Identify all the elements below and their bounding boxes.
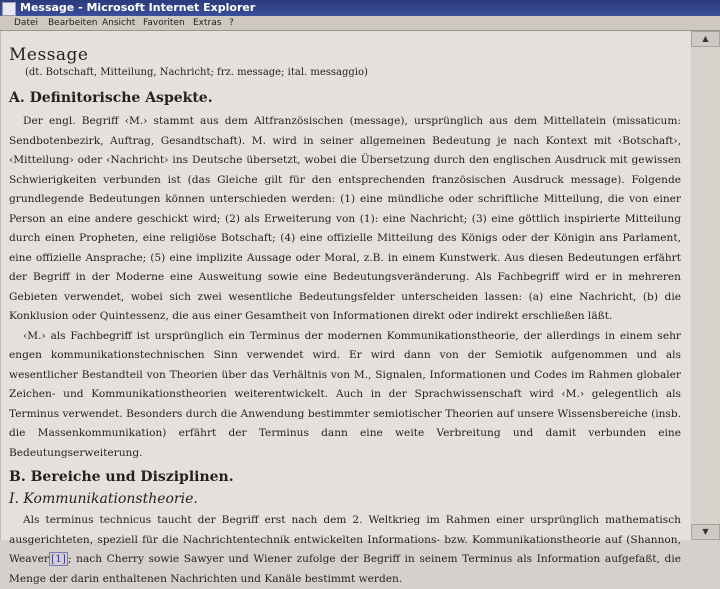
page-subtitle: (dt. Botschaft, Mitteilung, Nachricht; frz. message; ital. messaggio) xyxy=(25,67,368,78)
scroll-down-icon[interactable]: ▼ xyxy=(691,524,720,540)
scroll-up-icon[interactable]: ▲ xyxy=(691,31,720,47)
section-heading-a: A. Definitorische Aspekte. xyxy=(9,90,213,106)
menu-bearbeiten[interactable]: Bearbeiten xyxy=(48,18,98,28)
paragraph-3 xyxy=(9,511,681,589)
paragraph-1: Der engl. Begriff ‹M.› stammt aus dem Altfranzösischen (message), ursprünglich aus dem Mittellatein (missaticum: Sendbotenbezirk, Auftrag, Gesandtschaft). M. wird in seiner allgemeinen Bedeutung je nach Kontext mit ‹Botschaft›, ‹Mitteilung› oder ‹Nachricht› ins Deutsche übersetzt, wobei die Übersetzung durch den englischen Ausdruck mit gewissen Schwierigkeiten verbunden ist (das Gleiche gilt für den entsprechenden französischen Ausdruck message). Folgende grundlegende Bedeutungen können unterschieden werden: (1) eine mündliche oder schriftliche Mitteilung, die von einer Person an eine andere geschickt wird; (2) als Erweiterung von (1): eine Nachricht; (3) eine göttlich inspirierte Mitteilung durch einen Propheten, eine religiöse Botschaft; (4) eine offizielle Mitteilung des Königs oder der Königin ans Parlament, eine offizielle Ansprache; (5) eine implizite Aussage oder Moral, z.B. in einem Kunstwerk. Aus diesen Bedeutungen erfährt der Begriff in der Moderne eine Ausweitung sowie eine Bedeutungsveränderung. Als Fachbegriff wird er in mehreren Gebieten verwendet, wobei sich zwei wesentliche Bedeutungsfelder unterscheiden lassen: (a) eine Nachricht, (b) die Konklusion oder Quintessenz, die aus einer Gesamtheit von Informationen direkt oder indirekt erschließen läßt. xyxy=(9,115,681,322)
ie-logo-icon xyxy=(2,2,16,16)
footnote-link[interactable]: [1] xyxy=(50,553,66,565)
browser-content xyxy=(0,31,691,585)
menu-ansicht[interactable]: Ansicht xyxy=(102,18,136,28)
page-title: Message xyxy=(9,45,89,65)
menu-extras[interactable]: Extras xyxy=(193,18,222,28)
paragraph-3-text: Als terminus technicus taucht der Begriff erst nach dem 2. Weltkrieg im Rahmen einer ursprünglich mathematisch ausgerichteten, speziell für die Nachrichtentechnik entwickelten Informations- bzw. Kommunikationstheorie auf (Shannon, Weaver xyxy=(9,514,681,565)
subsection-heading: I. Kommunikationstheorie. xyxy=(9,491,198,507)
paragraph-2: ‹M.› als Fachbegriff ist ursprünglich ein Terminus der modernen Kommunikationstheorie, der allerdings in einem sehr engen kommunikationstechnischen Sinn verwendet wird. Er wird dann von der Semiotik aufgenommen und als wesentlicher Bestandteil von Theorien über das Verhältnis von M., Signalen, Informationen und Codes im Rahmen globaler Zeichen- und Kommunikationstheorien weiterentwickelt. Auch in der Sprachwissenschaft wird ‹M.› gelegentlich als Terminus verwendet. Besonders durch die Anwendung bestimmter semiotischer Theorien auf unsere Wissensbereiche (insb. die Massenkommunikation) erfährt der Terminus dann eine weite Verbreitung und damit verbunden eine Bedeutungserweiterung. xyxy=(9,329,681,459)
menu-bar xyxy=(0,16,720,31)
window-titlebar xyxy=(0,0,720,16)
vertical-scrollbar[interactable] xyxy=(691,31,720,540)
menu-datei[interactable]: Datei xyxy=(14,18,39,28)
paragraph-3-text-end: ; nach Cherry sowie Sawyer und Wiener zufolge der Begriff in seinem Terminus als Information aufgefaßt, die Menge der darin enthaltenen Nachrichten und Kanäle bestimmt werden. xyxy=(9,553,681,585)
window-title: Message - Microsoft Internet Explorer xyxy=(20,1,256,14)
section-heading-b: B. Bereiche und Disziplinen. xyxy=(9,469,234,485)
document-page xyxy=(9,45,681,589)
menu-favoriten[interactable]: Favoriten xyxy=(143,18,185,28)
menu-help[interactable]: ? xyxy=(229,18,234,28)
